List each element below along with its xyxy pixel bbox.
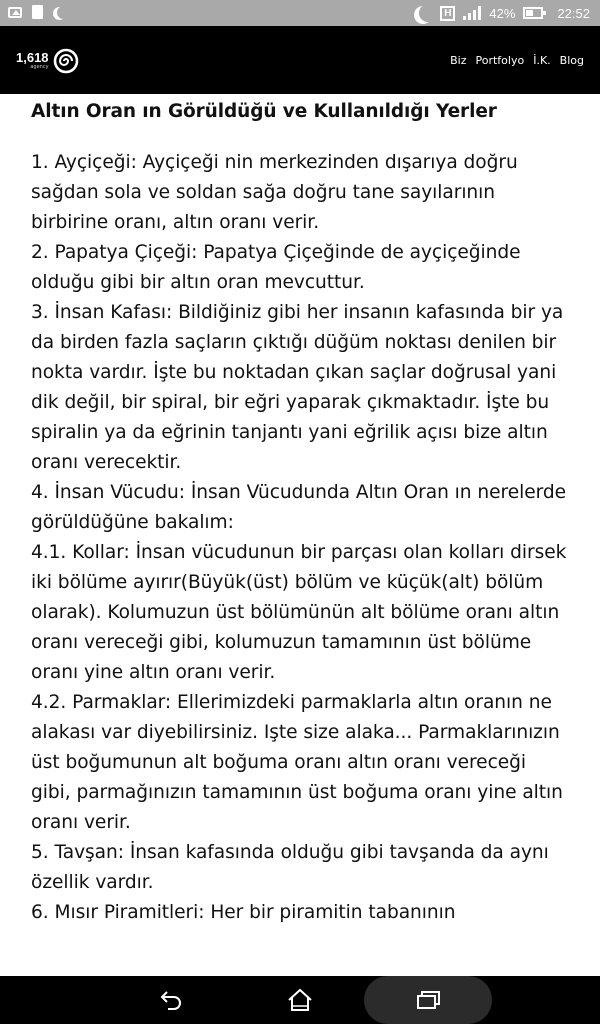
battery-icon [523, 7, 543, 19]
h-network-icon: H [440, 6, 455, 21]
site-logo[interactable] [16, 48, 79, 74]
clock: 22:52 [557, 5, 590, 21]
article-paragraph: 6. Mısır Piramitleri: Her bir piramitin tabanının [31, 902, 456, 923]
article-paragraph: 4. İnsan Vücudu: İnsan Vücudunda Altın Oran ın nerelerde görüldüğüne bakalım: [31, 482, 567, 533]
status-bar [0, 0, 600, 26]
article-body [31, 148, 571, 928]
article-paragraph: 4.1. Kollar: İnsan vücudunun bir parçası olan kolları dirsek iki bölüme ayırır(Büyük(üst) bölüm ve küçük(alt) bölüm olarak). Kolumuzun üst bölümünün alt bölüme oranı altın oranı vereceği gibi, kolumuzun tamamının üst bölüme oranı yine altın oranı verir. [31, 542, 567, 683]
back-button[interactable] [140, 976, 204, 1024]
nav-biz[interactable]: Biz [450, 54, 467, 67]
back-icon [159, 989, 185, 1011]
moon-icon [419, 4, 437, 22]
article [31, 94, 571, 976]
article-title: Altın Oran ın Görüldüğü ve Kullanıldığı Yerler [31, 101, 497, 122]
logo-subtext: agency [30, 64, 49, 70]
article-paragraph: 3. İnsan Kafası: Bildiğiniz gibi her insanın kafasında bir ya da birden fazla saçların çıktığı düğüm noktası denilen bir nokta vardır. İşte bu noktadan çıkan saçlar doğrusal yani dik değil, bir spiral, bir eğri yaparak çıkmaktadır. İşte bu spiralin ya da eğrinin tanjantı yani eğrilik açısı bize altın oranı verecektir. [31, 302, 564, 473]
recent-apps-icon [415, 989, 441, 1011]
article-paragraph: 2. Papatya Çiçeği: Papatya Çiçeğinde de ayçiçeğinde olduğu gibi bir altın oran mevcuttur. [31, 242, 521, 293]
system-nav-bar [0, 976, 600, 1024]
article-paragraph: 4.2. Parmaklar: Ellerimizdeki parmaklarla altın oranın ne alakası var diyebilirsiniz. Işte size alaka... Parmaklarınızın üst boğumunun alt boğuma oranı altın oranı vereceği gibi, parmağınızın tamamının üst boğuma oranı yine altın oranı verir. [31, 692, 563, 833]
image-icon [8, 7, 22, 18]
recent-apps-button[interactable] [364, 976, 492, 1024]
home-button[interactable] [268, 976, 332, 1024]
signal-icon [463, 6, 481, 20]
article-paragraph: 1. Ayçiçeği: Ayçiçeği nin merkezinden dışarıya doğru sağdan sola ve soldan sağa doğru tane sayılarının birbirine oranı, altın oranı verir. [31, 152, 518, 233]
main-nav [450, 54, 584, 67]
document-icon [32, 5, 43, 19]
nav-ik[interactable]: İ.K. [533, 54, 551, 67]
article-paragraph: 5. Tavşan: İnsan kafasında olduğu gibi tavşanda da aynı özellik vardır. [31, 842, 549, 893]
nav-blog[interactable]: Blog [559, 54, 584, 67]
nav-portfolyo[interactable]: Portfolyo [475, 54, 525, 67]
battery-percent: 42% [489, 5, 516, 21]
site-header [0, 26, 600, 94]
home-icon [287, 988, 313, 1012]
spiral-logo-icon [53, 48, 79, 74]
moon-icon [57, 6, 70, 19]
logo-text: 1,618 [16, 50, 49, 65]
